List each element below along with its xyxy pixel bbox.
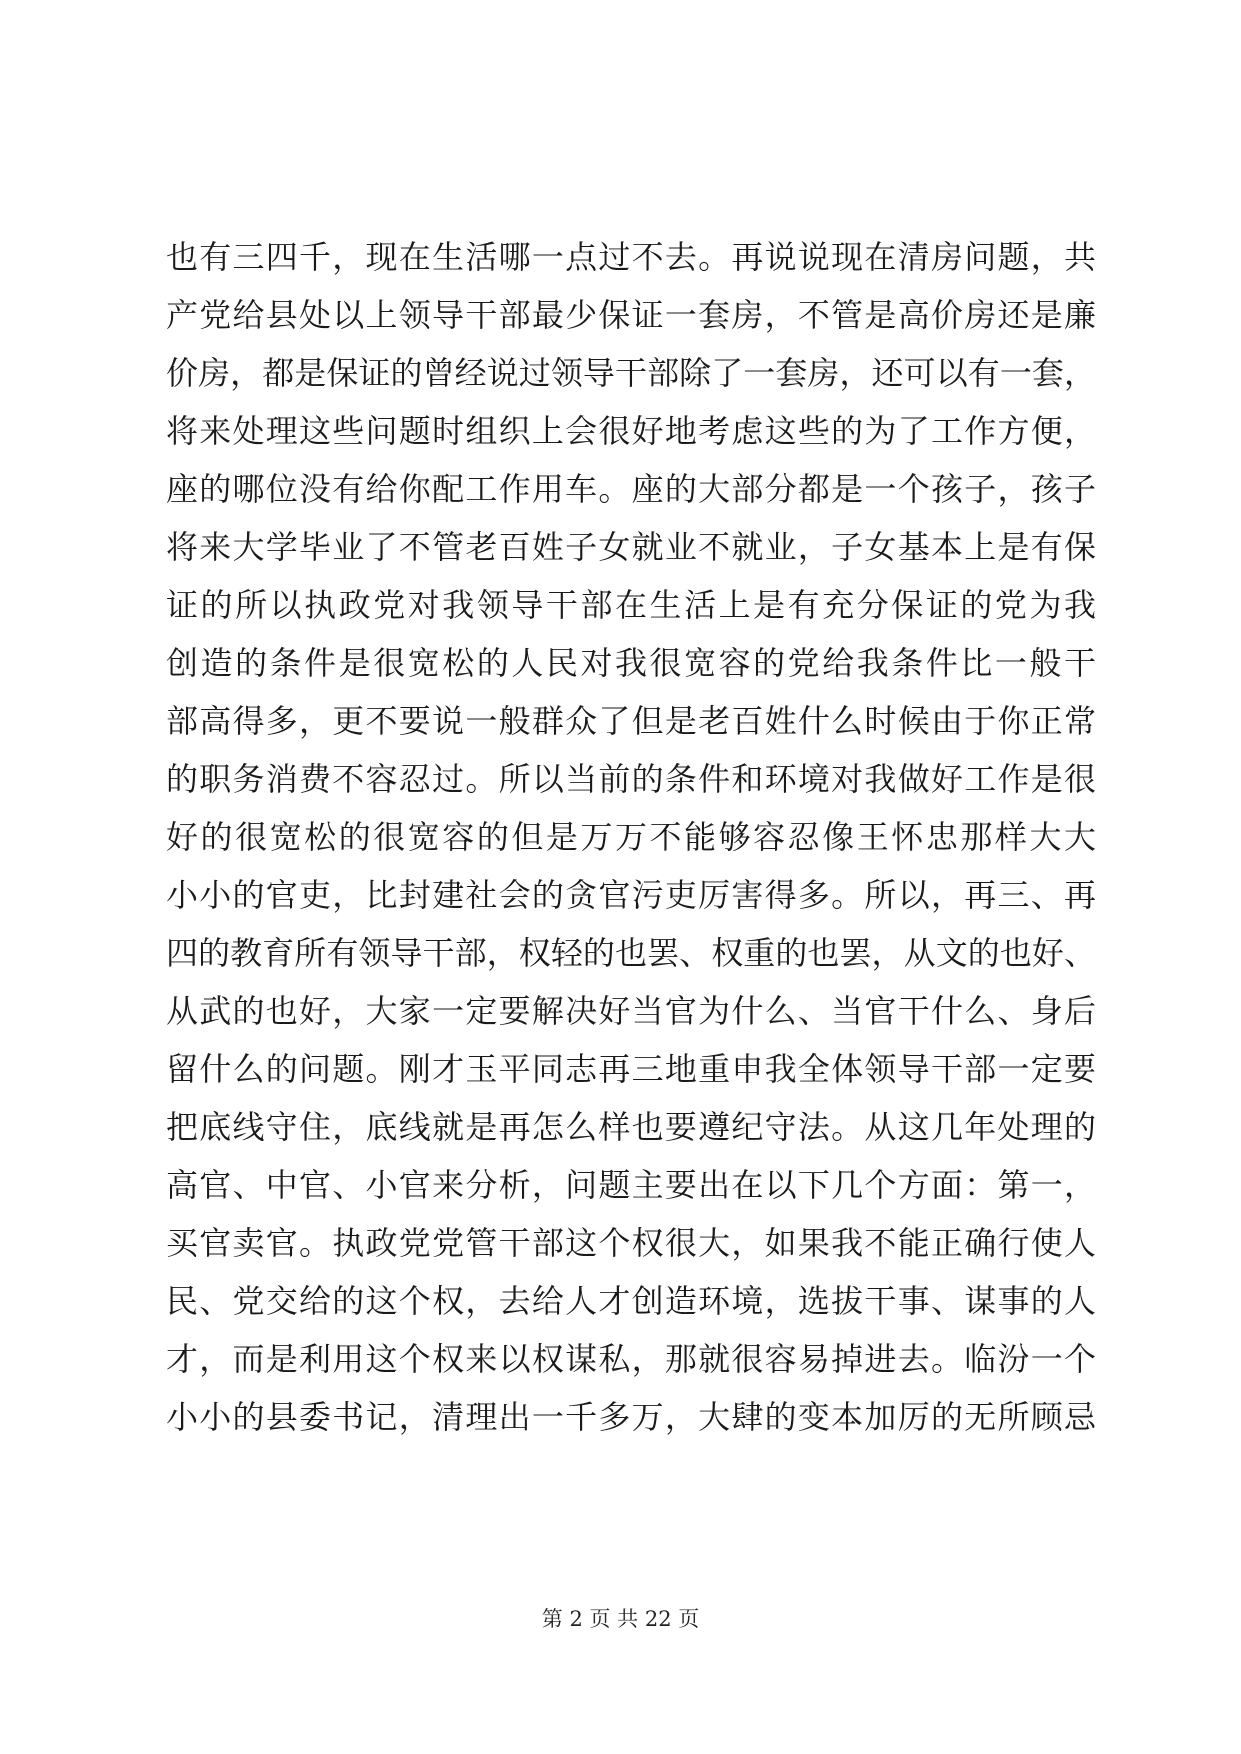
page-number-footer: 第 2 页 共 22 页 xyxy=(541,1607,700,1631)
body-text xyxy=(166,228,1096,1446)
text-line: 产党给县处以上领导干部最少保证一套房，不管是高价房还是廉 xyxy=(166,296,1096,334)
text-line: 也有三四千，现在生活哪一点过不去。再说说现在清房问题，共 xyxy=(166,238,1096,276)
text-line: 座的哪位没有给你配工作用车。座的大部分都是一个孩子，孩子 xyxy=(166,470,1096,508)
text-line: 价房，都是保证的曾经说过领导干部除了一套房，还可以有一套， xyxy=(166,354,1096,392)
text-line: 买官卖官。执政党党管干部这个权很大，如果我不能正确行使人 xyxy=(166,1224,1096,1262)
text-line: 民、党交给的这个权，去给人才创造环境，选拔干事、谋事的人 xyxy=(166,1282,1096,1320)
text-line: 证的所以执政党对我领导干部在生活上是有充分保证的党为我 xyxy=(166,586,1096,624)
text-line: 把底线守住，底线就是再怎么样也要遵纪守法。从这几年处理的 xyxy=(166,1108,1096,1146)
text-line: 小小的官吏，比封建社会的贪官污吏厉害得多。所以，再三、再 xyxy=(166,876,1096,914)
text-line: 将来大学毕业了不管老百姓子女就业不就业，子女基本上是有保 xyxy=(166,528,1096,566)
text-line: 高官、中官、小官来分析，问题主要出在以下几个方面：第一， xyxy=(166,1166,1096,1204)
text-line: 创造的条件是很宽松的人民对我很宽容的党给我条件比一般干 xyxy=(166,644,1096,682)
text-line: 好的很宽松的很宽容的但是万万不能够容忍像王怀忠那样大大 xyxy=(166,818,1096,856)
text-line: 才，而是利用这个权来以权谋私，那就很容易掉进去。临汾一个 xyxy=(166,1340,1096,1378)
text-line: 从武的也好，大家一定要解决好当官为什么、当官干什么、身后 xyxy=(166,992,1096,1030)
text-line: 小小的县委书记，清理出一千多万，大肆的变本加厉的无所顾忌 xyxy=(166,1398,1096,1436)
text-line: 留什么的问题。刚才玉平同志再三地重申我全体领导干部一定要 xyxy=(166,1050,1096,1088)
text-line: 部高得多，更不要说一般群众了但是老百姓什么时候由于你正常 xyxy=(166,702,1096,740)
text-line: 的职务消费不容忍过。所以当前的条件和环境对我做好工作是很 xyxy=(166,760,1096,798)
text-line: 将来处理这些问题时组织上会很好地考虑这些的为了工作方便， xyxy=(166,412,1096,450)
text-line: 四的教育所有领导干部，权轻的也罢、权重的也罢，从文的也好、 xyxy=(166,934,1096,972)
